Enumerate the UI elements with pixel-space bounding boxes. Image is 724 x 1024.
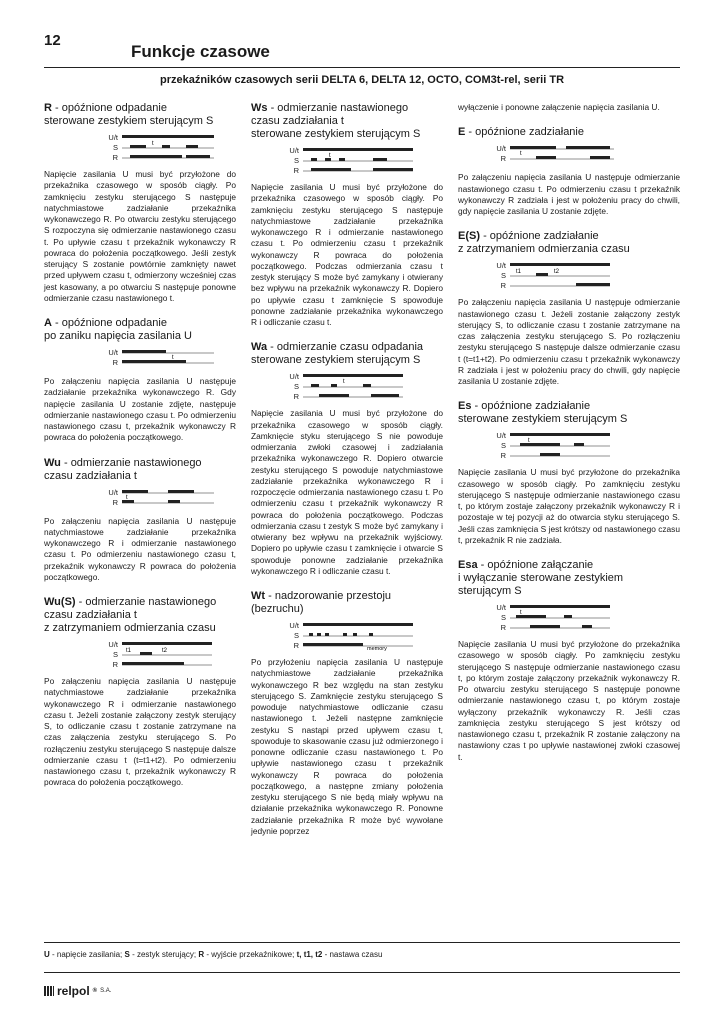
section-text: Po załączeniu napięcia zasilania U następuje natychmiastowe zadziałanie przekaźnika wykonawczego R i odmierzanie nastawionego czasu t. Po odmierzeniu nastawionego czasu t, przekaźnik wykonawczy R powraca do położenia początkowego. bbox=[44, 515, 236, 582]
timing-chart bbox=[510, 431, 630, 461]
timing-chart bbox=[303, 372, 423, 402]
timing-chart bbox=[303, 621, 423, 651]
timing-diagram: U/t S R t bbox=[275, 372, 443, 402]
timing-diagram: U/t S R t1 t2 bbox=[482, 261, 680, 291]
timing-diagram: U/t S R t1 t2 bbox=[94, 640, 236, 670]
section-Es bbox=[458, 400, 680, 546]
header-rule bbox=[44, 67, 680, 68]
section-title: Esa - opóźnione załączanie i wyłączanie sterowane zestykiem sterującym S bbox=[458, 559, 624, 597]
time-label: t bbox=[172, 355, 174, 361]
section-text: Napięcie zasilania U musi być przyłożone do przekaźnika czasowego w sposób ciągły. Po zamknięciu zestyku sterującego S następuje odmierzanie nastawionego czasu t, po którym zostaje załączony przekaźnik wykonawczy R i pozostaje w tej pozycji aż do otwarcia styku sterującego S. Jeśli czas zamknięcia S jest krótszy od nastawionego czasu t, przekaźnik R nie zadziała. bbox=[458, 467, 680, 545]
section-Wu bbox=[44, 457, 236, 584]
timing-chart bbox=[122, 133, 222, 163]
timing-chart bbox=[122, 640, 232, 670]
section-title: E - opóźnione zadziałanie bbox=[458, 126, 584, 139]
section-title: E(S) - opóźnione zadziałanie z zatrzymaniem odmierzania czasu bbox=[458, 230, 630, 256]
section-text: Po załączeniu napięcia zasilania U następuje odmierzanie nastawionego czasu t. Po odmierzeniu czasu t przekaźnik wykonawczy R zadziała i jest w położeniu pracy do chwili, gdy napięcie zasilania U zostanie zdjęte. bbox=[458, 172, 680, 216]
timing-diagram: U/t S R t bbox=[482, 431, 680, 461]
section-text: Po załączeniu napięcia zasilania U następuje zadziałanie przekaźnika wykonawczego R. Gdy napięcie zasilania U zostanie zdjęte, następuje odmierzanie nastawionego czasu t. Po odmierzeniu nastawionego czasu t, przekaźnik wykonawczy R powraca do położenia początkowego. bbox=[44, 376, 236, 443]
section-text: Po załączeniu napięcia zasilania U następuje natychmiastowe zadziałanie przekaźnika wykonawczego R i odmierzanie nastawionego czasu t. Jeżeli zostanie załączony zestyk sterujący S, to odliczanie czasu t zostanie zatrzymane na czas załączenia zestyku sterującego S. Po rozłączeniu zestyku sterującego S następuje dalsze odmierzanie czasu t (t=t1+t2). Po odmierzeniu nastawionego czasu t, przekaźnik wykonawczy R powraca do położenia początkowego. bbox=[44, 676, 236, 788]
time-label: t bbox=[520, 610, 522, 616]
time-label: t bbox=[152, 141, 154, 147]
timing-chart bbox=[510, 261, 630, 291]
page-subtitle: przekaźników czasowych serii DELTA 6, DELTA 12, OCTO, COM3t-rel, serii TR bbox=[159, 74, 565, 86]
time-label: t2 bbox=[554, 269, 560, 276]
timing-diagram: U/t S R t bbox=[94, 133, 236, 163]
section-WuS bbox=[44, 596, 236, 789]
timing-chart bbox=[122, 348, 222, 370]
relpol-logo-icon bbox=[44, 986, 54, 996]
page-number: 12 bbox=[44, 32, 61, 49]
time-label: t bbox=[528, 438, 530, 445]
section-text: Po przyłożeniu napięcia zasilania U następuje natychmiastowe zadziałanie przekaźnika wykonawczego R bez względu na stan zestyku sterującego S. Zamknięcie zestyku sterującego S powoduje natychmiastowe odliczanie czasu nastawionego t. Jeżeli następne zamknięcie zestyku S nastąpi przed upływem czasu t, spowoduje to skasowanie czasu już odmierzonego i ponowne odliczanie czasu nastawionego t. Po upływie nastawionego czasu t przekaźnik wykonawczy R powraca do położenia początkowego, a następne zmiany położenia zestyku sterującego S nie będą miały wpływu na działanie przekaźnika wykonawczego R. Ponowne zadziałanie przekaźnika R może być wywołane jedynie poprzez bbox=[251, 657, 443, 836]
section-Esa bbox=[458, 559, 680, 763]
timing-chart bbox=[510, 603, 630, 633]
timing-diagram: U/t R t bbox=[94, 488, 236, 510]
footer-rule bbox=[44, 942, 680, 943]
section-R bbox=[44, 102, 236, 304]
section-text: Napięcie zasilania U musi być przyłożone do przekaźnika czasowego w sposób ciągły. Po zamknięciu zestyku sterującego S następuje odmierzanie nastawionego czasu t, po którym zostaje załączony przekaźnik wykonawczy R. Po otwarciu zestyku sterującego S następuje ponowne odmierzanie nastawionego czasu t, po którym zostaje wyłączony przekaźnik wykonawczy R. Jeśli czas zamknięcia zestyku sterującego S jest krótszy od nastawionego czasu t, przekaźnik R zostanie załączony na nastawiony czas t po upływie nastawionej zwłoki czasowej t. bbox=[458, 639, 680, 762]
column-1 bbox=[44, 102, 236, 789]
section-title: R - opóźnione odpadanie sterowane zestykiem sterującym S bbox=[44, 102, 214, 127]
section-Wa bbox=[251, 341, 443, 577]
timing-diagram: U/t R t bbox=[94, 348, 236, 370]
memory-label: memory bbox=[367, 646, 387, 651]
section-text: Napięcie zasilania U musi być przyłożone do przekaźnika czasowego w sposób ciągły. Zamknięcie styku sterującego S nie powoduje odmierzania zwłoki czasowej i zadziałania przekaźnika wykonawczego R. Dopiero otwarcie zestyku sterującego S powoduje natychmiastowe zadziałanie przekaźnika wykonawczego R i rozpoczęcie odmierzania nastawionego czasu t. Po odmierzeniu czasu t przekaźnik wykonawczy R powraca do położenia początkowego. Podczas odmierzania czasu t zestyk S może być zamykany i otwierany bez wpływu na przekaźnik wyjściowy. Dopiero po upływie czasu t zamknięcie i otwarcie S spowoduje ponowne zadziałanie przekaźnika wykonawczego R i odliczanie czasu t. bbox=[251, 408, 443, 576]
section-text: Napięcie zasilania U musi być przyłożone do przekaźnika czasowego w sposób ciągły. Po zamknięciu zestyku sterującego S następuje natychmiastowe zadziałanie przekaźnika wykonawczego R i odmierzanie nastawionego czasu t. Po odmierzeniu czasu t przekaźnik wykonawczy R powraca do położenia początkowego. Podczas odmierzania czasu t zestyk sterujący S może być zamykany i otwierany bez wpływu na przekaźnik wykonawczy R. Dopiero po upływie czasu t zamknięcie S spowoduje ponowne zadziałanie przekaźnika wykonawczego R i odliczanie czasu t. bbox=[251, 182, 443, 327]
time-label: t1 bbox=[126, 648, 132, 654]
time-label: t2 bbox=[162, 648, 168, 654]
section-Wt bbox=[251, 590, 443, 837]
column-2 bbox=[251, 102, 443, 837]
timing-diagram: U/t S R memory bbox=[275, 621, 443, 651]
section-title: Wu(S) - odmierzanie nastawionego czasu zadziałania t z zatrzymaniem odmierzania czasu bbox=[44, 596, 217, 634]
time-label: t bbox=[126, 494, 128, 501]
column-3 bbox=[458, 102, 680, 763]
time-label: t bbox=[329, 153, 331, 159]
section-title: A - opóźnione odpadanie po zaniku napięcia zasilania U bbox=[44, 317, 192, 342]
time-label: t1 bbox=[516, 269, 522, 276]
section-A bbox=[44, 317, 236, 444]
section-title: Es - opóźnione zadziałanie sterowane zestykiem sterującym S bbox=[458, 400, 628, 426]
section-text: Po załączeniu napięcia zasilania U następuje odmierzanie nastawionego czasu t. Jeżeli zostanie załączony zestyk sterujący S, to odliczanie czasu t zostanie zatrzymane na czas załączenia zestyku sterującego S. Po rozłączeniu zestyku sterującego S następuje dalsze odmierzanie czasu t (t=t1+t2). Po odmierzeniu czasu t przekaźnik wykonawczy R zadziała i jest w położeniu pracy do chwili, gdy napięcie zasilania U zostanie zdjęte. bbox=[458, 297, 680, 386]
legend: U - napięcie zasilania; S - zestyk sterujący; R - wyjście przekaźnikowe; t, t1, t2 - nastawa czasu bbox=[44, 950, 383, 959]
time-label: t bbox=[343, 379, 345, 386]
section-title: Wt - nadzorowanie przestoju (bezruchu) bbox=[251, 590, 392, 615]
timing-diagram: U/t R t bbox=[482, 144, 680, 166]
page-title: Funkcje czasowe bbox=[131, 42, 270, 61]
section-title: Ws - odmierzanie nastawionego czasu zadziałania t sterowane zestykiem sterującym S bbox=[251, 102, 421, 140]
timing-chart bbox=[122, 488, 222, 510]
section-E bbox=[458, 126, 680, 217]
section-Ws bbox=[251, 102, 443, 328]
timing-chart bbox=[510, 144, 630, 166]
brand-logo: relpol ® S.A. bbox=[44, 984, 111, 998]
continued-text: wyłączenie i ponowne załączenie napięcia zasilania U. bbox=[458, 102, 660, 112]
section-text: Napięcie zasilania U musi być przyłożone do przekaźnika czasowego w sposób ciągły. Po zamknięciu zestyku sterującego S następuje natychmiastowe zadziałanie przekaźnika wykonawczego R. Po otwarciu zestyku sterującego S rozpoczyna się odmierzanie nastawionego czasu t. Po upływie czasu t przekaźnik wykonawczy R powraca do położenia początkowego. Jeśli zestyk sterujący S zostanie powtórnie zamknięty nawet przed upływem czasu t, odmierzony wcześniej czas jest kasowany, a po otwarciu S następuje ponowne odmierzanie czasu nastawionego t. bbox=[44, 169, 236, 303]
time-label: t bbox=[520, 151, 522, 158]
timing-diagram: U/t S R t bbox=[275, 146, 443, 176]
footer-rule-2 bbox=[44, 972, 680, 973]
timing-chart bbox=[303, 146, 423, 176]
timing-diagram: U/t S R t bbox=[482, 603, 680, 633]
section-title: Wu - odmierzanie nastawionego czasu zadziałania t bbox=[44, 456, 202, 482]
section-ES bbox=[458, 230, 680, 387]
section-title: Wa - odmierzanie czasu odpadania sterowane zestykiem sterującym S bbox=[251, 341, 424, 367]
